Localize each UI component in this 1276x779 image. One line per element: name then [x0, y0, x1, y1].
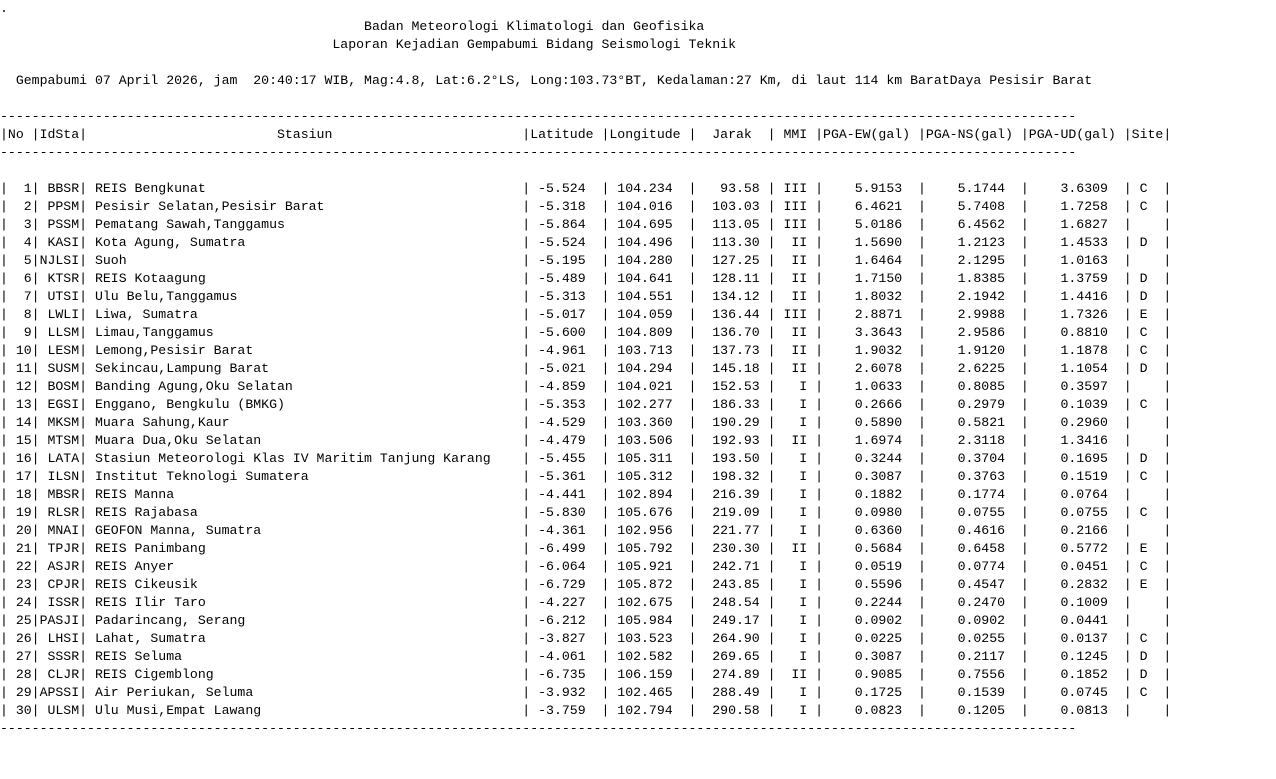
table-row: | 9| LLSM| Limau,Tanggamus | -5.600 | 104.809 | 136.70 | II | 3.3643 | 2.9586 | 0.8810 | C | [0, 325, 1172, 340]
table-row: | 21| TPJR| REIS Panimbang | -6.499 | 105.792 | 230.30 | II | 0.5684 | 0.6458 | 0.5772 | E | [0, 541, 1172, 556]
table-row: | 3| PSSM| Pematang Sawah,Tanggamus | -5.864 | 104.695 | 113.05 | III | 5.0186 | 6.4562 | 1.6827 | | [0, 217, 1172, 232]
table-header: |No |IdSta| Stasiun |Latitude |Longitude | Jarak | MMI |PGA-EW(gal) |PGA-NS(gal) |PGA-UD(gal) |Site| [0, 127, 1172, 142]
table-row: | 15| MTSM| Muara Dua,Oku Selatan | -4.479 | 103.506 | 192.93 | II | 1.6974 | 2.3118 | 1.3416 | | [0, 433, 1172, 448]
table-row: | 26| LHSI| Lahat, Sumatra | -3.827 | 103.523 | 264.90 | I | 0.0225 | 0.0255 | 0.0137 | C | [0, 631, 1172, 646]
table-row: | 19| RLSR| REIS Rajabasa | -5.830 | 105.676 | 219.09 | I | 0.0980 | 0.0755 | 0.0755 | C | [0, 505, 1172, 520]
table-row: | 12| BOSM| Banding Agung,Oku Selatan | -4.859 | 104.021 | 152.53 | I | 1.0633 | 0.8085 | 0.3597 | | [0, 379, 1172, 394]
table-row: | 11| SUSM| Sekincau,Lampung Barat | -5.021 | 104.294 | 145.18 | II | 2.6078 | 2.6225 | 1.1054 | D | [0, 361, 1172, 376]
table-divider: ---------------------------------------------------------------------------------------------------------------------------------------- [0, 145, 1077, 160]
table-row: | 20| MNAI| GEOFON Manna, Sumatra | -4.361 | 102.956 | 221.77 | I | 0.6360 | 0.4616 | 0.2166 | | [0, 523, 1172, 538]
table-row: | 18| MBSR| REIS Manna | -4.441 | 102.894 | 216.39 | I | 0.1882 | 0.1774 | 0.0764 | | [0, 487, 1172, 502]
table-row: | 22| ASJR| REIS Anyer | -6.064 | 105.921 | 242.71 | I | 0.0519 | 0.0774 | 0.0451 | C | [0, 559, 1172, 574]
report-subtitle: Laporan Kejadian Gempabumi Bidang Seismologi Teknik [0, 37, 1077, 52]
table-row: | 23| CPJR| REIS Cikeusik | -6.729 | 105.872 | 243.85 | I | 0.5596 | 0.4547 | 0.2832 | E | [0, 577, 1172, 592]
table-row: | 4| KASI| Kota Agung, Sumatra | -5.524 | 104.496 | 113.30 | II | 1.5690 | 1.2123 | 1.4533 | D | [0, 235, 1172, 250]
table-row: | 10| LESM| Lemong,Pesisir Barat | -4.961 | 103.713 | 137.73 | II | 1.9032 | 1.9120 | 1.1878 | C | [0, 343, 1172, 358]
corner-dot: . [0, 1, 8, 16]
table-row: | 27| SSSR| REIS Seluma | -4.061 | 102.582 | 269.65 | I | 0.3087 | 0.2117 | 0.1245 | D | [0, 649, 1172, 664]
table-row: | 13| EGSI| Enggano, Bengkulu (BMKG) | -5.353 | 102.277 | 186.33 | I | 0.2666 | 0.2979 | 0.1039 | C | [0, 397, 1172, 412]
report-title: Badan Meteorologi Klimatologi dan Geofisika [0, 19, 1077, 34]
spacer [0, 90, 1171, 108]
spacer [0, 162, 1171, 180]
table-row: | 17| ILSN| Institut Teknologi Sumatera | -5.361 | 105.312 | 198.32 | I | 0.3087 | 0.3763 | 0.1519 | C | [0, 469, 1172, 484]
table-row: | 29|APSSI| Air Periukan, Seluma | -3.932 | 102.465 | 288.49 | I | 0.1725 | 0.1539 | 0.0745 | C | [0, 685, 1172, 700]
table-row: | 25|PASJI| Padarincang, Serang | -6.212 | 105.984 | 249.17 | I | 0.0902 | 0.0902 | 0.0441 | | [0, 613, 1172, 628]
table-row: | 28| CLJR| REIS Cigemblong | -6.735 | 106.159 | 274.89 | II | 0.9085 | 0.7556 | 0.1852 | D | [0, 667, 1172, 682]
table-row: | 2| PPSM| Pesisir Selatan,Pesisir Barat | -5.318 | 104.016 | 103.03 | III | 6.4621 | 5.7408 | 1.7258 | C | [0, 199, 1172, 214]
table-row: | 6| KTSR| REIS Kotaagung | -5.489 | 104.641 | 128.11 | II | 1.7150 | 1.8385 | 1.3759 | D | [0, 271, 1172, 286]
table-divider: ---------------------------------------------------------------------------------------------------------------------------------------- [0, 109, 1077, 124]
event-summary: Gempabumi 07 April 2026, jam 20:40:17 WIB, Mag:4.8, Lat:6.2°LS, Long:103.73°BT, Kedalaman:27 Km, di laut 114 km BaratDaya Pesisir Barat [0, 73, 1093, 88]
table-row: | 8| LWLI| Liwa, Sumatra | -5.017 | 104.059 | 136.44 | III | 2.8871 | 2.9988 | 1.7326 | E | [0, 307, 1172, 322]
table-row: | 14| MKSM| Muara Sahung,Kaur | -4.529 | 103.360 | 190.29 | I | 0.5890 | 0.5821 | 0.2960 | | [0, 415, 1172, 430]
table-divider: ---------------------------------------------------------------------------------------------------------------------------------------- [0, 721, 1077, 736]
spacer [0, 54, 1171, 72]
table-row: | 30| ULSM| Ulu Musi,Empat Lawang | -3.759 | 102.794 | 290.58 | I | 0.0823 | 0.1205 | 0.0813 | | [0, 703, 1172, 718]
table-row: | 1| BBSR| REIS Bengkunat | -5.524 | 104.234 | 93.58 | III | 5.9153 | 5.1744 | 3.6309 | C | [0, 181, 1172, 196]
table-row: | 24| ISSR| REIS Ilir Taro | -4.227 | 102.675 | 248.54 | I | 0.2244 | 0.2470 | 0.1009 | | [0, 595, 1172, 610]
table-row: | 5|NJLSI| Suoh | -5.195 | 104.280 | 127.25 | II | 1.6464 | 2.1295 | 1.0163 | | [0, 253, 1172, 268]
table-row: | 16| LATA| Stasiun Meteorologi Klas IV Maritim Tanjung Karang | -5.455 | 105.311 | 193.50 | I | 0.3244 | 0.3704 | 0.1695 | D | [0, 451, 1172, 466]
table-row: | 7| UTSI| Ulu Belu,Tanggamus | -5.313 | 104.551 | 134.12 | II | 1.8032 | 2.1942 | 1.4416 | D | [0, 289, 1172, 304]
